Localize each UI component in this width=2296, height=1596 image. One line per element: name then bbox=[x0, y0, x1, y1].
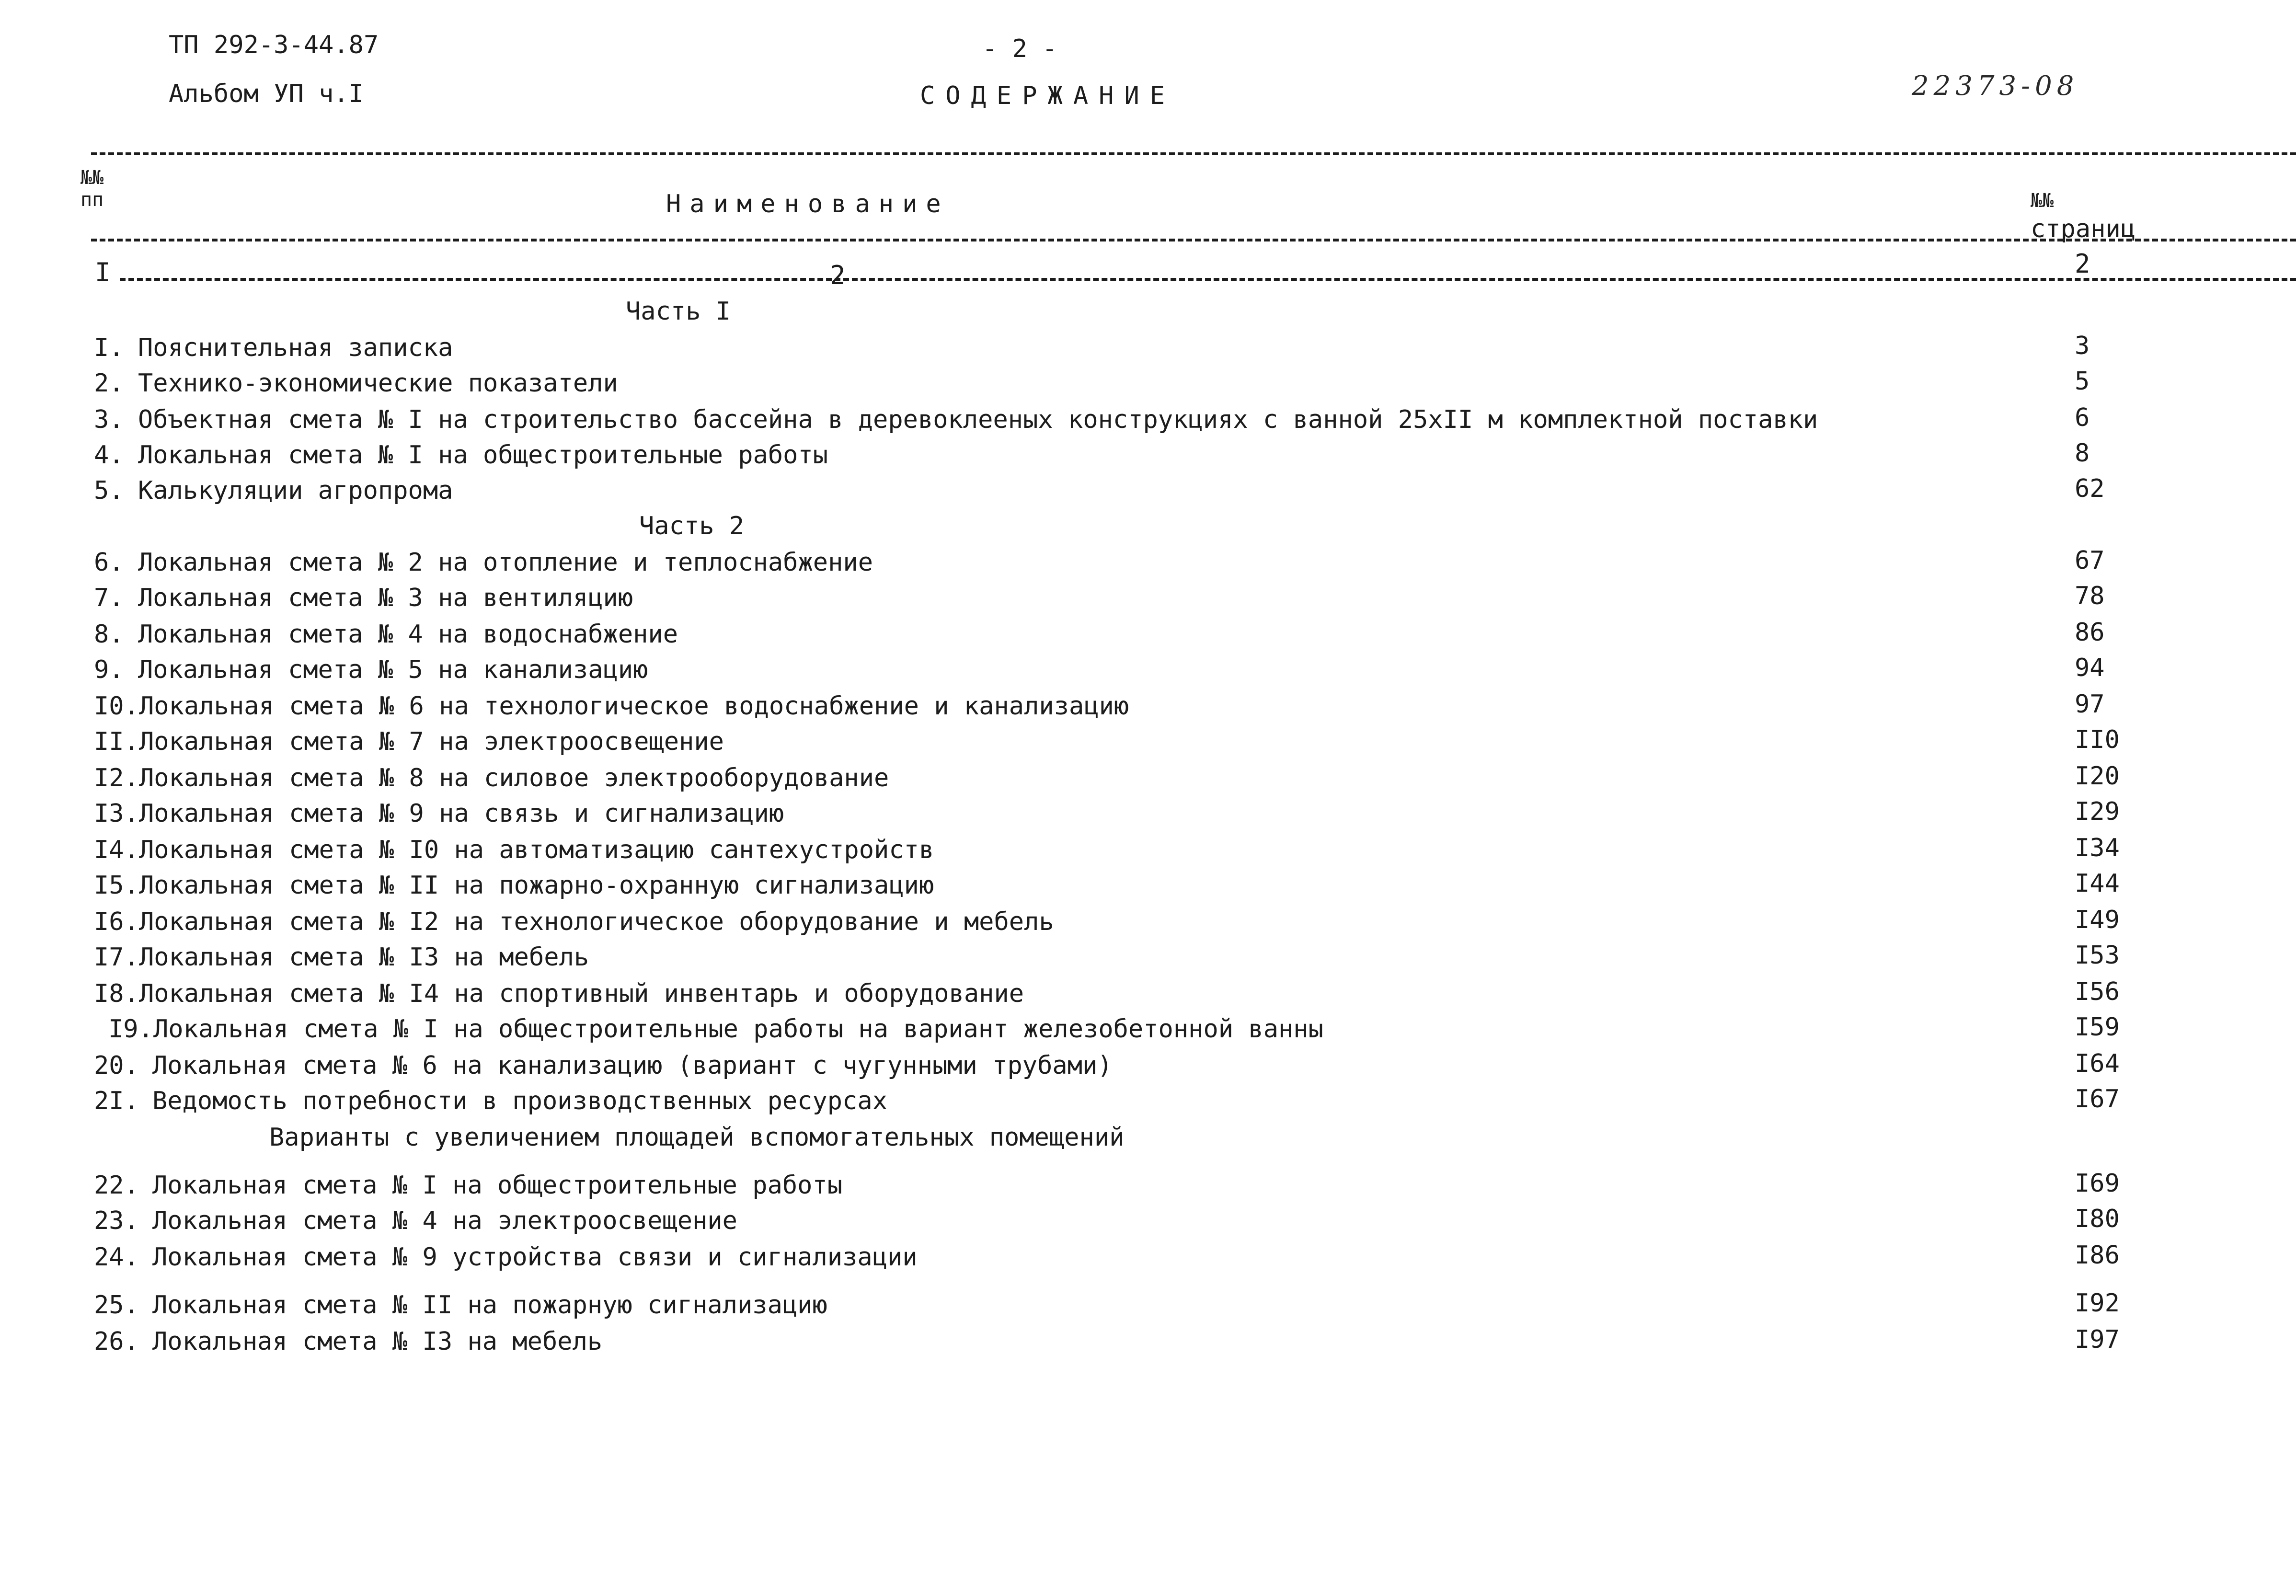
row-number: 7. bbox=[94, 584, 124, 612]
column-index-3: 2 bbox=[2075, 249, 2090, 279]
row-page-number: 86 bbox=[2075, 618, 2105, 647]
row-number: 2I. bbox=[94, 1087, 139, 1115]
section-part-2: Часть 2 bbox=[639, 512, 745, 540]
column-index-2: 2 bbox=[830, 260, 846, 290]
row-title: Локальная смета № I0 на автоматизацию сантехустройств bbox=[139, 836, 934, 864]
row-title: Ведомость потребности в производственных ресурсах bbox=[152, 1087, 888, 1115]
row-title: Локальная смета № 6 на технологическое водоснабжение и канализацию bbox=[139, 692, 1129, 721]
row-page-number: 3 bbox=[2075, 332, 2090, 360]
page-title: СОДЕРЖАНИЕ bbox=[920, 81, 1176, 110]
num-column-label-bottom: пп bbox=[80, 189, 104, 211]
row-title: Локальная смета № I2 на технологическое оборудование и мебель bbox=[139, 907, 1054, 936]
row-title: Локальная смета № 7 на электроосвещение bbox=[139, 727, 724, 756]
row-page-number: I20 bbox=[2075, 762, 2120, 791]
inventory-number: 22373-08 bbox=[1912, 70, 2079, 102]
row-title: Технико-экономические показатели bbox=[138, 369, 618, 398]
row-page-number: 6 bbox=[2075, 403, 2090, 432]
row-number: I3. bbox=[94, 799, 139, 828]
row-number: 9. bbox=[94, 655, 124, 684]
row-title: Локальная смета № 9 на связь и сигнализацию bbox=[139, 799, 784, 828]
num-column-label-top: №№ bbox=[80, 167, 104, 189]
header-middle-rule bbox=[91, 239, 2296, 241]
row-title: Локальная смета № I на общестроительные работы bbox=[152, 1171, 843, 1200]
row-title: Локальная смета № I на общестроительные работы bbox=[138, 441, 828, 470]
row-number: I. bbox=[94, 333, 124, 362]
row-page-number: I59 bbox=[2075, 1013, 2120, 1042]
row-title: Локальная смета № I3 на мебель bbox=[139, 943, 589, 972]
row-title: Локальная смета № II на пожарную сигнализацию bbox=[152, 1291, 827, 1320]
album-label: Альбом УП ч.I bbox=[169, 80, 364, 108]
row-title: Локальная смета № 8 на силовое электрооборудование bbox=[139, 764, 889, 792]
row-number: II. bbox=[94, 727, 139, 756]
row-page-number: I86 bbox=[2075, 1241, 2120, 1270]
row-number: I4. bbox=[94, 836, 139, 864]
row-number: 22. bbox=[94, 1171, 139, 1200]
row-page-number: 62 bbox=[2075, 474, 2105, 503]
row-page-number: I53 bbox=[2075, 941, 2120, 970]
pages-column-label-bottom: страниц bbox=[2031, 215, 2136, 243]
page-marker: - 2 - bbox=[982, 34, 1057, 63]
name-column-header: Наименование bbox=[666, 190, 950, 218]
row-page-number: I67 bbox=[2075, 1085, 2120, 1114]
row-number: I0. bbox=[94, 692, 139, 721]
row-page-number: I34 bbox=[2075, 834, 2120, 862]
section-part-1: Часть I bbox=[626, 297, 731, 326]
row-page-number: 97 bbox=[2075, 690, 2105, 719]
row-page-number: I49 bbox=[2075, 906, 2120, 934]
row-number: 5. bbox=[94, 476, 124, 505]
row-number: 8. bbox=[94, 620, 124, 649]
row-page-number: I64 bbox=[2075, 1049, 2120, 1078]
row-title: Локальная смета № 2 на отопление и теплоснабжение bbox=[138, 548, 873, 577]
row-title: Объектная смета № I на строительство бассейна в деревоклееных конструкциях с ванной 25хII м комплектной поставки bbox=[138, 405, 1818, 434]
row-page-number: I97 bbox=[2075, 1325, 2120, 1354]
row-page-number: 5 bbox=[2075, 367, 2090, 396]
row-number: I7. bbox=[94, 943, 139, 972]
row-page-number: 78 bbox=[2075, 582, 2105, 610]
row-page-number: I29 bbox=[2075, 797, 2120, 826]
row-title: Локальная смета № I3 на мебель bbox=[152, 1327, 603, 1356]
row-title: Локальная смета № 4 на водоснабжение bbox=[138, 620, 678, 649]
row-number: 4. bbox=[94, 441, 124, 470]
row-number: 23. bbox=[94, 1206, 139, 1235]
row-page-number: I92 bbox=[2075, 1289, 2120, 1318]
row-number: 6. bbox=[94, 548, 124, 577]
row-title: Локальная смета № 5 на канализацию bbox=[138, 655, 648, 684]
row-page-number: I80 bbox=[2075, 1205, 2120, 1233]
column-index-1: I bbox=[95, 257, 111, 287]
row-title: Пояснительная записка bbox=[138, 333, 453, 362]
row-number: I6. bbox=[94, 907, 139, 936]
row-page-number: 8 bbox=[2075, 439, 2090, 468]
row-title: Калькуляции агропрома bbox=[138, 476, 453, 505]
row-title: Локальная смета № I на общестроительные работы на вариант железобетонной ванны bbox=[153, 1015, 1323, 1044]
row-number: I2. bbox=[94, 764, 139, 792]
row-number: I5. bbox=[94, 871, 139, 900]
row-title: Локальная смета № 3 на вентиляцию bbox=[138, 584, 633, 612]
pages-column-label-top: №№ bbox=[2031, 190, 2054, 212]
row-page-number: I44 bbox=[2075, 869, 2120, 898]
row-page-number: 94 bbox=[2075, 654, 2105, 682]
index-row-rule bbox=[120, 278, 2296, 281]
row-title: Локальная смета № 6 на канализацию (вариант с чугунными трубами) bbox=[152, 1051, 1113, 1080]
header-top-rule bbox=[91, 152, 2296, 155]
row-number: 3. bbox=[94, 405, 124, 434]
row-page-number: I56 bbox=[2075, 977, 2120, 1006]
row-number: 25. bbox=[94, 1291, 139, 1320]
row-number: I9. bbox=[108, 1015, 153, 1044]
section-variants: Варианты с увеличением площадей вспомогательных помещений bbox=[269, 1123, 1125, 1152]
row-title: Локальная смета № I4 на спортивный инвентарь и оборудование bbox=[139, 979, 1024, 1008]
row-number: 2. bbox=[94, 369, 124, 398]
row-title: Локальная смета № II на пожарно-охранную сигнализацию bbox=[139, 871, 934, 900]
row-number: 20. bbox=[94, 1051, 139, 1080]
row-number: I8. bbox=[94, 979, 139, 1008]
row-number: 26. bbox=[94, 1327, 139, 1356]
row-number: 24. bbox=[94, 1243, 139, 1272]
row-title: Локальная смета № 4 на электроосвещение bbox=[152, 1206, 737, 1235]
row-page-number: 67 bbox=[2075, 546, 2105, 575]
row-page-number: I69 bbox=[2075, 1169, 2120, 1198]
row-title: Локальная смета № 9 устройства связи и сигнализации bbox=[152, 1243, 918, 1272]
row-page-number: II0 bbox=[2075, 725, 2120, 754]
document-code: ТП 292-3-44.87 bbox=[169, 31, 379, 59]
